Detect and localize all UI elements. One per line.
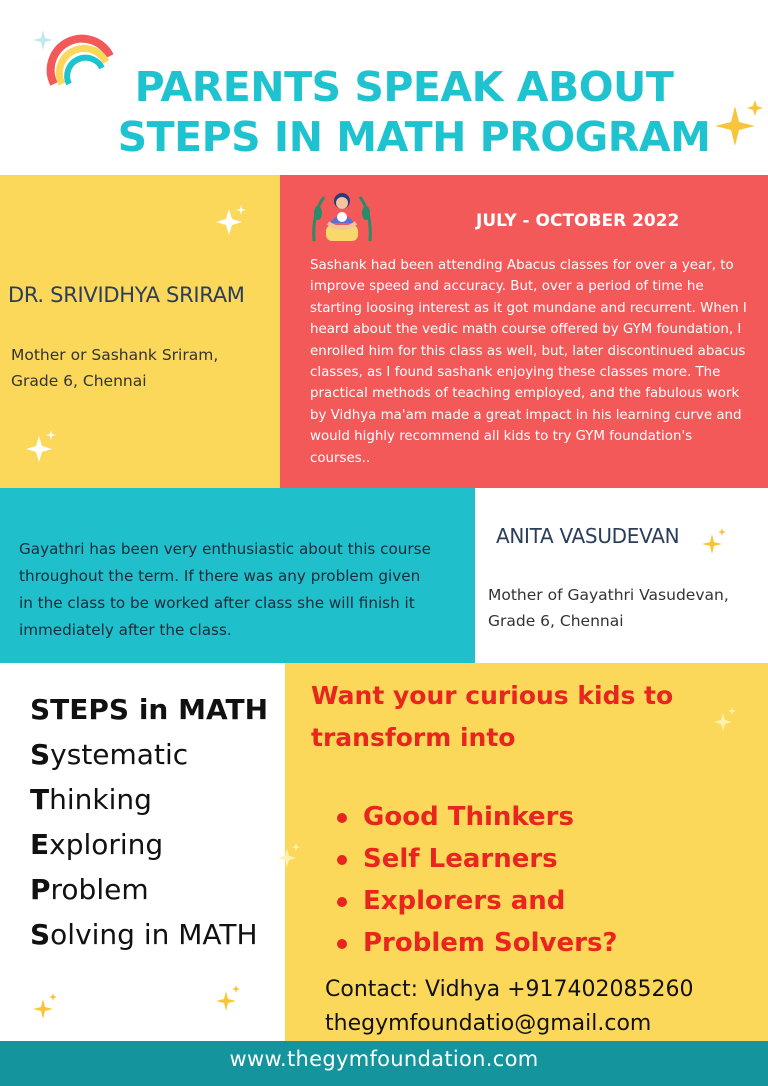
quote-line: Sashank had been attending Abacus classes for over a year, to <box>310 258 734 273</box>
program-period: JULY - OCTOBER 2022 <box>476 211 680 231</box>
step-item <box>30 873 149 906</box>
step-item <box>30 738 188 771</box>
page-title-line-2: STEPS IN MATH PROGRAM <box>117 113 711 161</box>
cta-bullet: Self Learners <box>335 838 618 880</box>
sparkle-icon <box>215 205 247 237</box>
quote-line: Gayathri has been very enthusiastic about this course <box>19 540 431 558</box>
step-rest: olving in MATH <box>50 918 258 951</box>
step-initial: P <box>30 873 51 906</box>
page-title-line-1: PARENTS SPEAK ABOUT <box>134 63 674 111</box>
website-link[interactable]: www.thegymfoundation.com <box>229 1047 539 1071</box>
quote-line: heard about the vedic math course offered by GYM foundation, I <box>310 322 742 338</box>
step-initial: S <box>30 738 51 771</box>
steps-acronym-panel <box>0 663 285 1041</box>
step-item <box>30 918 258 951</box>
contact-info <box>325 973 693 1041</box>
testimonial-2-grade-city: Grade 6, Chennai <box>488 612 624 630</box>
sparkle-icon <box>701 528 727 556</box>
step-rest: roblem <box>50 873 149 906</box>
sparkle-icon <box>33 30 53 50</box>
call-to-action-panel <box>285 663 768 1041</box>
cta-question <box>311 675 751 759</box>
testimonial-2-quote <box>19 536 469 644</box>
quote-line: starting loosing interest as it got mundane and recurrent. When I <box>310 300 747 316</box>
quote-line: throughout the term. If there was any problem given <box>19 567 421 585</box>
quote-line: in the class to be worked after class she will finish it <box>19 594 415 612</box>
quote-line: by Vidhya ma'am made a great impact in his learning curve and <box>310 407 742 423</box>
quote-line: classes, as I found sashank enjoying these classes more. The <box>310 365 721 381</box>
step-initial: S <box>30 918 51 951</box>
step-rest: ystematic <box>50 738 189 771</box>
sparkle-icon <box>32 993 58 1021</box>
quote-line: enrolled him for this class as well, but, later discontinued abacus <box>310 343 746 359</box>
sparkle-icon <box>713 707 737 733</box>
cta-question-line: transform into <box>311 723 516 752</box>
contact-phone: Contact: Vidhya +917402085260 <box>325 977 694 1002</box>
step-rest: xploring <box>49 828 164 861</box>
testimonial-2-author-panel <box>475 488 768 663</box>
sparkle-icon <box>215 985 241 1013</box>
testimonial-1-description <box>11 342 218 394</box>
quote-line: would highly recommend all kids to try GYM foundation's <box>310 429 693 445</box>
testimonial-1-name: DR. SRIVIDHYA SRIRAM <box>8 283 245 307</box>
sparkle-icon <box>25 430 57 464</box>
step-item <box>30 783 152 816</box>
testimonial-2-name: ANITA VASUDEVAN <box>496 524 680 548</box>
step-initial: T <box>30 783 50 816</box>
testimonial-1-quote-panel <box>280 175 768 488</box>
cta-bullet: Problem Solvers? <box>335 922 618 964</box>
testimonial-1-author-panel <box>0 175 280 488</box>
quote-line: practical methods of teaching employed, and the fabulous work <box>310 386 740 402</box>
step-rest: hinking <box>49 783 152 816</box>
step-item <box>30 828 163 861</box>
contact-email[interactable]: thegymfoundatio@gmail.com <box>325 1011 652 1036</box>
mother-hugging-child-illustration <box>310 183 374 247</box>
quote-line: courses.. <box>310 450 371 466</box>
cta-bullet: Explorers and <box>335 880 618 922</box>
quote-line: improve speed and accuracy. But, over a period of time he <box>310 279 704 295</box>
steps-title: STEPS in MATH <box>30 693 268 726</box>
step-initial: E <box>30 828 50 861</box>
testimonial-1-quote <box>310 255 762 469</box>
quote-line: immediately after the class. <box>19 621 232 639</box>
cta-question-line: Want your curious kids to <box>311 681 674 710</box>
testimonial-1-relation: Mother or Sashank Sriram, <box>11 346 219 364</box>
testimonial-2-description <box>488 582 729 634</box>
sparkle-icon <box>277 843 301 869</box>
footer <box>0 1041 768 1086</box>
header <box>0 0 768 175</box>
testimonial-1-grade-city: Grade 6, Chennai <box>11 372 147 390</box>
testimonial-2-quote-panel <box>0 488 475 663</box>
testimonial-2-relation: Mother of Gayathri Vasudevan, <box>488 586 729 604</box>
cta-bullet: Good Thinkers <box>335 796 618 838</box>
cta-bullet-list <box>335 796 618 964</box>
